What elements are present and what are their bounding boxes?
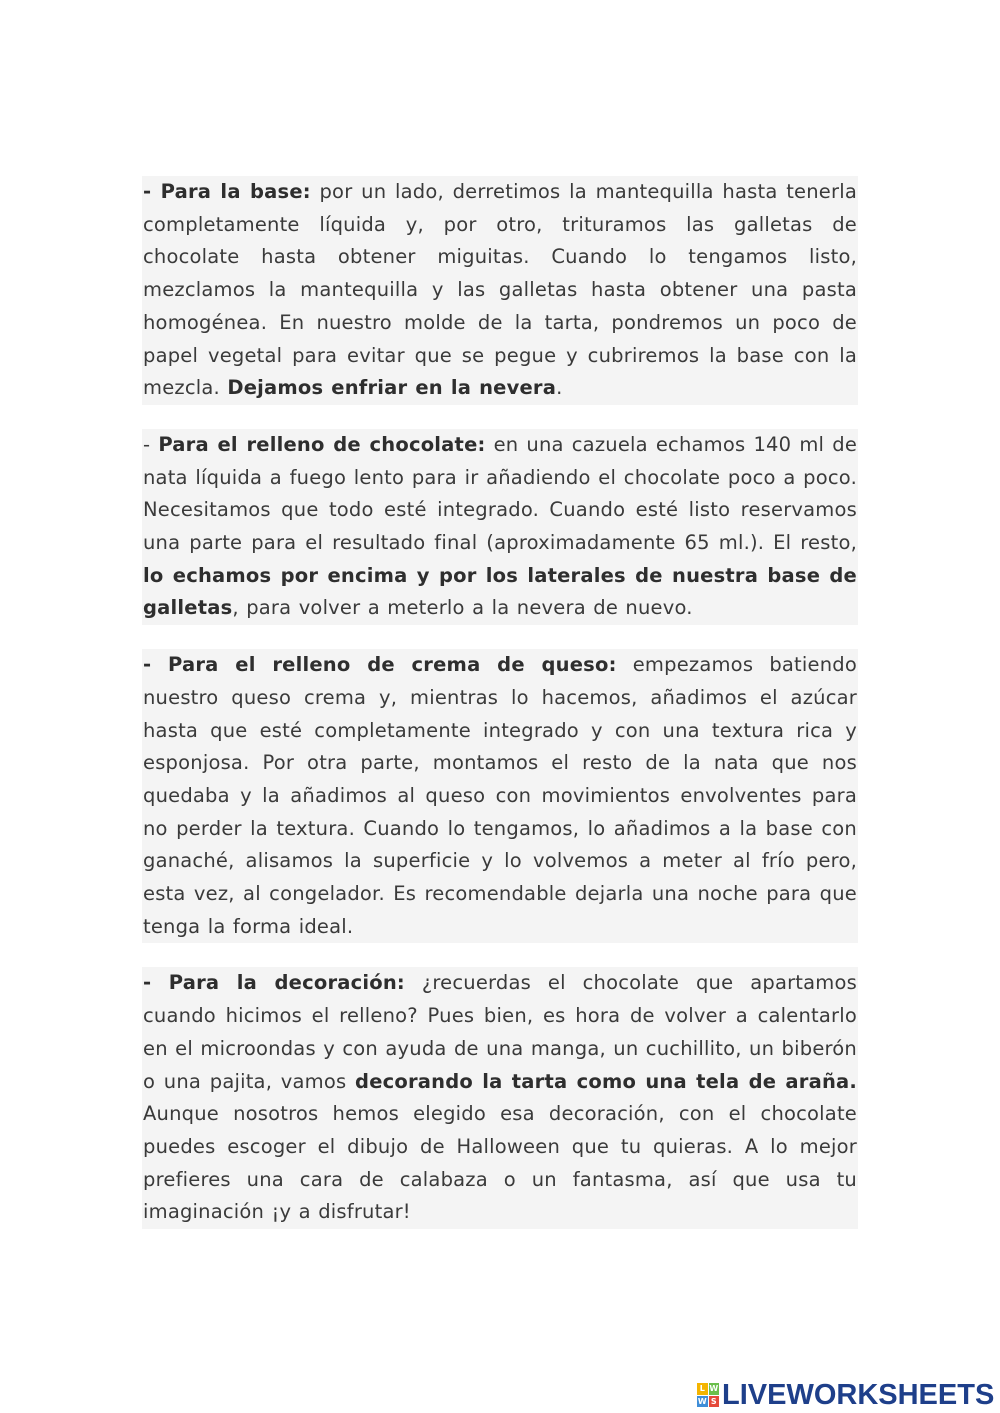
step-decoration-end: Aunque nosotros hemos elegido esa decoración, con el chocolate puedes escoger el dibujo de Halloween que tu quieras. A lo mejor prefieres una cara de calabaza o un fantasma, así que usa tu imaginación ¡y a disfrutar! — [143, 1102, 857, 1224]
step-cheese-text: empezamos batiendo nuestro queso crema y, mientras lo hacemos, añadimos el azúcar hasta que esté completamente integrado y con una textura rica y esponjosa. Por otra parte, montamos el resto de la nata que nos quedaba y la añadimos al queso con movimientos envolventes para no perder la textura. Cuando lo tengamos, lo añadimos a la base con ganaché, alisamos la superficie y lo volvemos a meter al frío pero, esta vez, al congelador. Es recomendable dejarla una noche para que tenga la forma ideal. — [143, 653, 857, 938]
step-base-end: . — [556, 376, 563, 400]
liveworksheets-logo — [697, 1378, 994, 1412]
step-base-heading: - Para la base: — [143, 180, 311, 203]
step-cheese-heading: - Para el relleno de crema de queso: — [143, 653, 617, 677]
step-chocolate-end: , para volver a meterlo a la nevera de nuevo. — [232, 596, 693, 620]
step-chocolate-filling — [142, 429, 858, 625]
step-decoration-emphasis: decorando la tarta como una tela de araña. — [355, 1069, 857, 1093]
step-base — [142, 176, 858, 405]
step-decoration-heading: - Para la decoración: — [143, 971, 405, 995]
step-decoration — [142, 967, 858, 1229]
step-chocolate-emphasis: lo echamos por encima y por los laterales de nuestra base de galletas — [143, 563, 857, 620]
step-chocolate-dash: - — [143, 432, 159, 456]
step-chocolate-text: en una cazuela echamos 140 ml de nata líquida a fuego lento para ir añadiendo el chocolate poco a poco. Necesitamos que todo esté integrado. Cuando esté listo reservamos una parte para el resultado final (aproximadamente 65 ml.). El resto, — [143, 432, 858, 555]
logo-mark-icon: L W W S — [697, 1384, 719, 1406]
step-decoration-text: ¿recuerdas el chocolate que apartamos cuando hicimos el relleno? Pues bien, es hora de volver a calentarlo en el microondas y con ayuda de una manga, un cuchillito, un biberón o una pajita, vamos — [143, 971, 857, 1093]
logo-text: LIVEWORKSHEETS — [722, 1379, 995, 1411]
step-base-emphasis: Dejamos enfriar en la nevera — [227, 376, 557, 400]
step-cheese-filling — [142, 649, 858, 943]
step-chocolate-heading: Para el relleno de chocolate: — [158, 432, 486, 456]
step-base-text: por un lado, derretimos la mantequilla hasta tenerla completamente líquida y, por otro, trituramos las galletas de chocolate hasta obtener miguitas. Cuando lo tengamos listo, mezclamos la mantequilla y las galletas hasta obtener una pasta homogénea. En nuestro molde de la tarta, pondremos un poco de papel vegetal para evitar que se pegue y cubriremos la base con la mezcla. — [143, 180, 857, 400]
recipe-steps — [142, 176, 858, 1229]
